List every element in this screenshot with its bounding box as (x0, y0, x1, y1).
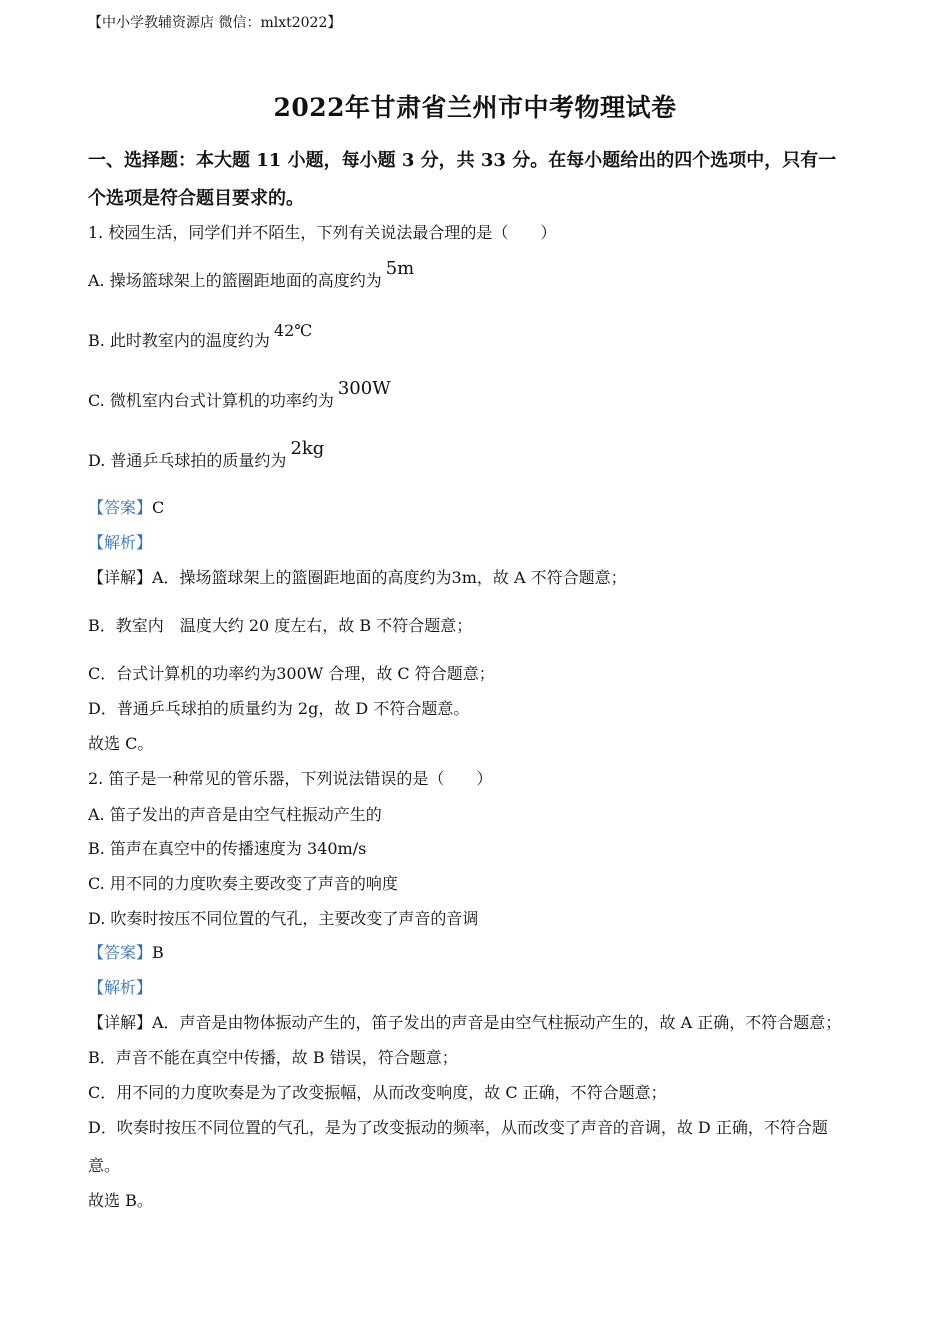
q1-option-b (88, 321, 313, 351)
q1-answer-value: C (152, 498, 165, 517)
q1-detail-1: 【详解】A．操场篮球架上的篮圈距地面的高度约为3m，故 A 不符合题意； (88, 568, 627, 587)
q1-detail-4: D．普通乒乓球拍的质量约为 2g，故 D 不符合题意。 (88, 699, 470, 718)
q1-option-a-value: 5m (385, 258, 415, 279)
q1-option-a-text: A. 操场篮球架上的篮圈距地面的高度约为 (88, 271, 382, 290)
q1-option-d-value: 2kg (290, 438, 325, 459)
q1-option-b-value: 42℃ (273, 321, 313, 340)
q1-option-d-text: D. 普通乒乓球拍的质量约为 (88, 451, 287, 470)
q2-answer-value: B (152, 943, 164, 962)
q1-analysis-tag: 【解析】 (88, 533, 153, 552)
q1-detail-2: B．教室内 温度大约 20 度左右，故 B 不符合题意； (88, 616, 473, 635)
q1-stem: 1. 校园生活，同学们并不陌生，下列有关说法最合理的是（ ） (88, 223, 557, 242)
q1-answer (88, 495, 164, 518)
q1-conclusion: 故选 C。 (88, 734, 154, 753)
q1-detail-3: C．台式计算机的功率约为300W 合理，故 C 符合题意； (88, 664, 495, 683)
q2-option-b: B. 笛声在真空中的传播速度为 340m/s (88, 839, 367, 858)
q2-detail-3: C．用不同的力度吹奏是为了改变振幅，从而改变响度，故 C 正确，不符合题意； (88, 1083, 667, 1102)
q2-detail-4: D．吹奏时按压不同位置的气孔，是为了改变振动的频率，从而改变了声音的音调，故 D 正确，不符合题 (88, 1118, 828, 1137)
q1-option-c-value: 300W (337, 378, 391, 399)
page-title: 2022年甘肃省兰州市中考物理试卷 (273, 93, 677, 122)
section-heading-line2: 个选项是符合题目要求的。 (88, 188, 304, 209)
q1-answer-tag: 【答案】 (88, 498, 153, 517)
section-heading-line1: 一、选择题：本大题 11 小题，每小题 3 分，共 33 分。在每小题给出的四个选项中，只有一 (88, 150, 837, 171)
q1-option-c (88, 378, 391, 411)
header-note: 【中小学教辅资源店 微信：mlxt2022】 (88, 15, 342, 31)
q2-stem: 2. 笛子是一种常见的管乐器，下列说法错误的是（ ） (88, 769, 493, 788)
q2-option-a: A. 笛子发出的声音是由空气柱振动产生的 (88, 805, 382, 824)
q2-detail-1: 【详解】A．声音是由物体振动产生的，笛子发出的声音是由空气柱振动产生的，故 A 正确，不符合题意； (88, 1013, 842, 1032)
q1-option-c-text: C. 微机室内台式计算机的功率约为 (88, 391, 334, 410)
q2-conclusion: 故选 B。 (88, 1191, 153, 1210)
q1-option-b-text: B. 此时教室内的温度约为 (88, 331, 270, 350)
q1-option-a (88, 258, 415, 291)
q2-option-d: D. 吹奏时按压不同位置的气孔，主要改变了声音的音调 (88, 909, 479, 928)
q2-detail-2: B．声音不能在真空中传播，故 B 错误，符合题意； (88, 1048, 458, 1067)
q2-option-c: C. 用不同的力度吹奏主要改变了声音的响度 (88, 874, 398, 893)
q1-option-d (88, 438, 325, 471)
q2-detail-5: 意。 (88, 1156, 121, 1175)
q2-analysis-tag: 【解析】 (88, 978, 153, 997)
q2-answer (88, 940, 164, 963)
q2-answer-tag: 【答案】 (88, 943, 153, 962)
